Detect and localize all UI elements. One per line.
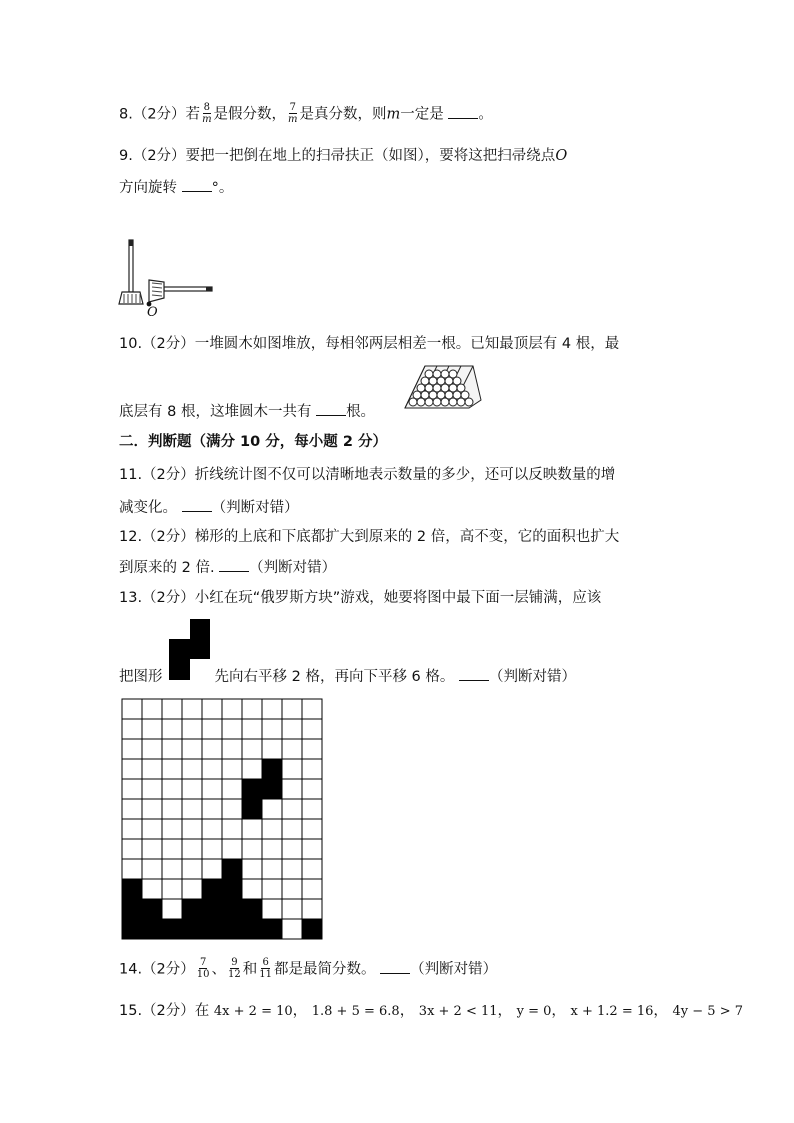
grid-cell-filled xyxy=(142,919,162,939)
grid-cell-empty xyxy=(242,719,262,739)
grid-cell-empty xyxy=(122,839,142,859)
grid-cell-empty xyxy=(222,779,242,799)
grid-cell-empty xyxy=(142,719,162,739)
grid-cell-empty xyxy=(162,759,182,779)
grid-cell-empty xyxy=(182,759,202,779)
grid-cell-empty xyxy=(302,879,322,899)
grid-cell-empty xyxy=(242,859,262,879)
grid-cell-empty xyxy=(302,779,322,799)
grid-cell-empty xyxy=(182,739,202,759)
question-12: 12.（2分）梯形的上底和下底都扩大到原来的 2 倍，高不变，它的面积也扩大 xyxy=(119,529,620,545)
grid-cell-empty xyxy=(282,759,302,779)
grid-cell-empty xyxy=(222,819,242,839)
grid-cell-filled xyxy=(162,919,182,939)
grid-cell-filled xyxy=(182,899,202,919)
grid-cell-empty xyxy=(162,719,182,739)
grid-cell-empty xyxy=(182,839,202,859)
grid-cell-filled xyxy=(202,879,222,899)
grid-cell-empty xyxy=(202,719,222,739)
grid-cell-filled xyxy=(202,919,222,939)
grid-cell-empty xyxy=(282,879,302,899)
grid-cell-empty xyxy=(262,879,282,899)
grid-cell-filled xyxy=(242,799,262,819)
grid-cell-empty xyxy=(282,719,302,739)
grid-cell-empty xyxy=(282,779,302,799)
question-8: 8.（2分）若 $\frac{8}{m}$ 是假分数， $\frac{7}{m}$ 是真分数，则m一定是 。 xyxy=(119,102,493,125)
grid-cell-empty xyxy=(282,799,302,819)
equation-5: x + 1.2 = 16 xyxy=(570,1004,654,1019)
grid-cell-empty xyxy=(222,799,242,819)
grid-cell-empty xyxy=(162,859,182,879)
grid-cell-empty xyxy=(282,919,302,939)
grid-cell-empty xyxy=(122,719,142,739)
grid-cell-empty xyxy=(282,699,302,719)
grid-cell-empty xyxy=(162,779,182,799)
answer-blank-12[interactable] xyxy=(219,557,249,572)
fraction-7-10: $\frac{7}{10}$ xyxy=(196,957,210,980)
broom-fallen-handle xyxy=(164,287,212,291)
fraction-7-over-m: $\frac{7}{m}$ xyxy=(288,102,298,125)
question-9-line-2: 方向旋转 °。 xyxy=(119,177,233,198)
fraction-6-11: $\frac{6}{11}$ xyxy=(259,957,272,980)
grid-cell-filled xyxy=(122,919,142,939)
grid-cell-empty xyxy=(142,859,162,879)
grid-cell-empty xyxy=(122,799,142,819)
grid-cell-empty xyxy=(262,699,282,719)
fraction-9-12: $\frac{9}{12}$ xyxy=(228,957,241,980)
grid-cell-filled xyxy=(122,879,142,899)
answer-blank-10[interactable] xyxy=(316,401,346,416)
grid-cell-empty xyxy=(162,699,182,719)
question-11-line-2: 减变化。 （判断对错） xyxy=(119,497,299,518)
grid-cell-empty xyxy=(302,699,322,719)
grid-cell-filled xyxy=(242,919,262,939)
question-13-line-2: 把图形 先向右平移 2 格，再向下平移 6 格。 （判断对错） xyxy=(119,666,576,687)
grid-cell-empty xyxy=(182,879,202,899)
grid-cell-empty xyxy=(202,819,222,839)
answer-blank-13[interactable] xyxy=(459,666,489,681)
tetris-grid xyxy=(121,698,323,940)
grid-cell-filled xyxy=(242,779,262,799)
grid-cell-filled xyxy=(302,919,322,939)
grid-cell-empty xyxy=(242,819,262,839)
equation-4: y = 0 xyxy=(516,1004,552,1019)
grid-cell-empty xyxy=(302,819,322,839)
grid-cell-empty xyxy=(262,819,282,839)
grid-cell-filled xyxy=(202,899,222,919)
grid-cell-empty xyxy=(222,699,242,719)
grid-cell-filled xyxy=(262,779,282,799)
grid-cell-empty xyxy=(122,859,142,879)
grid-cell-empty xyxy=(282,739,302,759)
grid-cell-empty xyxy=(222,719,242,739)
question-10: 10.（2分）一堆圆木如图堆放，每相邻两层相差一根。已知最顶层有 4 根，最 xyxy=(119,336,620,352)
grid-cell-empty xyxy=(222,739,242,759)
grid-cell-empty xyxy=(162,899,182,919)
grid-cell-empty xyxy=(282,899,302,919)
grid-cell-empty xyxy=(262,899,282,919)
grid-cell-empty xyxy=(142,759,162,779)
grid-cell-empty xyxy=(242,879,262,899)
grid-cell-empty xyxy=(262,719,282,739)
grid-cell-empty xyxy=(302,799,322,819)
grid-cell-filled xyxy=(262,759,282,779)
grid-cell-filled xyxy=(222,859,242,879)
grid-cell-empty xyxy=(302,739,322,759)
answer-blank-8[interactable] xyxy=(448,104,478,119)
grid-cell-empty xyxy=(182,699,202,719)
grid-cell-empty xyxy=(182,799,202,819)
grid-cell-empty xyxy=(202,839,222,859)
grid-cell-empty xyxy=(182,859,202,879)
grid-cell-filled xyxy=(142,899,162,919)
grid-cell-filled xyxy=(182,919,202,939)
answer-blank-9[interactable] xyxy=(182,177,212,192)
grid-cell-empty xyxy=(222,759,242,779)
grid-cell-empty xyxy=(142,799,162,819)
question-14: 14.（2分） $\frac{7}{10}$ 、 $\frac{9}{12}$ 和 $\frac{6}{11}$ 都是最简分数。 （判断对错） xyxy=(119,957,498,980)
question-11: 11.（2分）折线统计图不仅可以清晰地表示数量的多少，还可以反映数量的增 xyxy=(119,467,616,483)
broom-upright-handle-tip xyxy=(129,240,133,246)
grid-cell-empty xyxy=(182,779,202,799)
grid-cell-empty xyxy=(162,839,182,859)
question-12-line-2: 到原来的 2 倍. （判断对错） xyxy=(119,557,336,578)
equation-2: 1.8 + 5 = 6.8 xyxy=(311,1004,400,1019)
grid-cell-empty xyxy=(262,739,282,759)
grid-cell-empty xyxy=(182,819,202,839)
broom-upright-handle xyxy=(129,240,133,292)
grid-cell-filled xyxy=(222,899,242,919)
grid-cell-empty xyxy=(242,739,262,759)
grid-cell-empty xyxy=(242,759,262,779)
question-10-line-2: 底层有 8 根，这堆圆木一共有 根。 xyxy=(119,401,375,422)
grid-cell-empty xyxy=(122,819,142,839)
grid-cell-empty xyxy=(202,779,222,799)
grid-cell-empty xyxy=(142,739,162,759)
question-15: 15.（2分）在 4x + 2 = 10， 1.8 + 5 = 6.8， 3x + 2 < 11， y = 0， x + 1.2 = 16， 4y − 5 > 7 xyxy=(119,1003,743,1019)
grid-cell-empty xyxy=(202,739,222,759)
grid-cell-empty xyxy=(182,719,202,739)
grid-cell-empty xyxy=(142,779,162,799)
equation-3: 3x + 2 < 11 xyxy=(418,1004,498,1019)
answer-blank-11[interactable] xyxy=(182,497,212,512)
grid-cell-filled xyxy=(122,899,142,919)
grid-cell-empty xyxy=(122,779,142,799)
grid-cell-filled xyxy=(242,899,262,919)
grid-cell-empty xyxy=(302,899,322,919)
grid-cell-empty xyxy=(242,839,262,859)
broom-fallen-handle-tip xyxy=(206,287,212,291)
grid-cell-empty xyxy=(282,859,302,879)
equation-1: 4x + 2 = 10 xyxy=(213,1004,293,1019)
grid-cell-empty xyxy=(162,879,182,899)
grid-cell-empty xyxy=(122,759,142,779)
question-9: 9.（2分）要把一把倒在地上的扫帚扶正（如图），要将这把扫帚绕点O xyxy=(119,148,568,164)
grid-cell-empty xyxy=(222,839,242,859)
grid-cell-empty xyxy=(302,859,322,879)
grid-cell-empty xyxy=(162,819,182,839)
log-pile-figure xyxy=(399,360,483,416)
grid-cell-empty xyxy=(142,819,162,839)
grid-cell-empty xyxy=(302,759,322,779)
grid-cell-empty xyxy=(122,699,142,719)
grid-cell-empty xyxy=(282,819,302,839)
grid-cell-empty xyxy=(202,859,222,879)
grid-cell-empty xyxy=(162,799,182,819)
grid-cell-empty xyxy=(262,799,282,819)
grid-cell-empty xyxy=(202,759,222,779)
answer-blank-14[interactable] xyxy=(380,959,410,974)
grid-cell-empty xyxy=(162,739,182,759)
grid-cell-empty xyxy=(122,739,142,759)
grid-cell-empty xyxy=(202,799,222,819)
grid-cell-empty xyxy=(262,859,282,879)
figure-point-label: O xyxy=(147,305,158,320)
grid-cell-empty xyxy=(142,879,162,899)
grid-cell-empty xyxy=(302,839,322,859)
fraction-8-over-m: $\frac{8}{m}$ xyxy=(202,102,212,125)
grid-cell-empty xyxy=(242,699,262,719)
question-13: 13.（2分）小红在玩“俄罗斯方块”游戏，她要将图中最下面一层铺满，应该 xyxy=(119,590,602,606)
grid-cell-empty xyxy=(302,719,322,739)
broom-upright-head xyxy=(119,292,143,304)
grid-cell-empty xyxy=(142,699,162,719)
grid-cell-empty xyxy=(282,839,302,859)
grid-cell-filled xyxy=(262,919,282,939)
broom-rotation-figure xyxy=(116,236,220,322)
grid-cell-empty xyxy=(202,699,222,719)
section-2-title: 二．判断题（满分 10 分，每小题 2 分） xyxy=(119,434,387,450)
grid-cell-empty xyxy=(142,839,162,859)
grid-cell-empty xyxy=(262,839,282,859)
equation-6: 4y − 5 > 7 xyxy=(672,1004,743,1019)
grid-cell-filled xyxy=(222,879,242,899)
grid-cell-filled xyxy=(222,919,242,939)
